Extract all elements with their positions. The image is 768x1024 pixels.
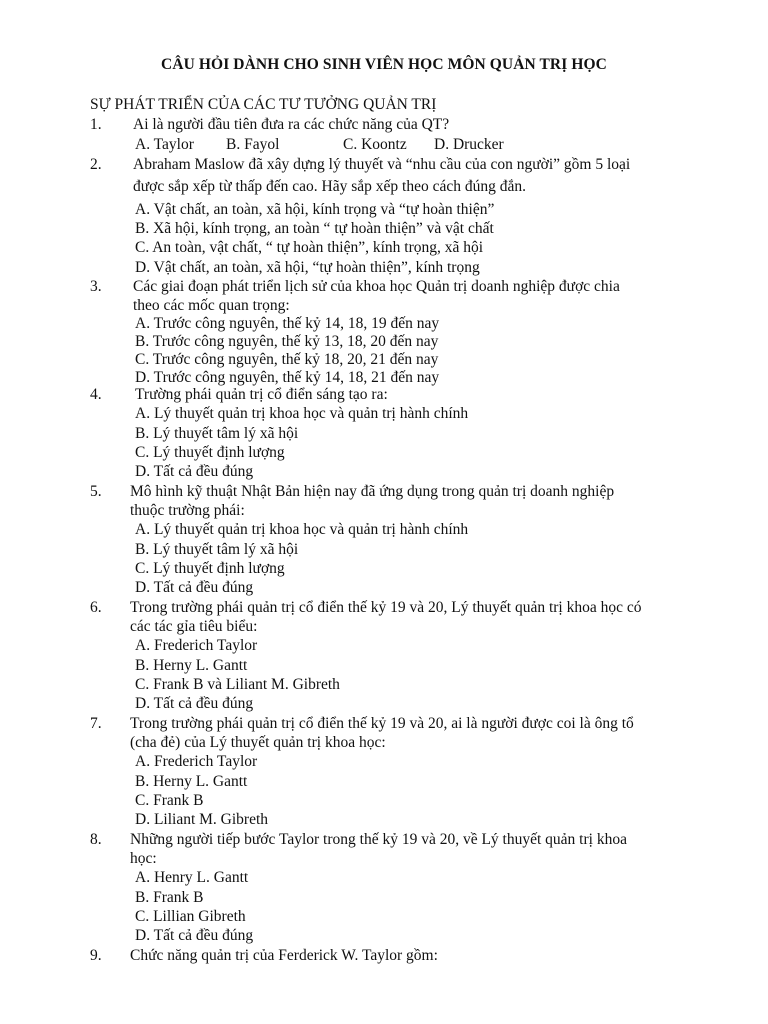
question-number: 3. <box>90 278 102 295</box>
question-text-line: Những người tiếp bước Taylor trong thế kỷ 19 và 20, về Lý thuyết quản trị khoa <box>130 831 627 848</box>
option-a: A. Taylor <box>135 136 194 153</box>
option-d: D. Tất cả đều đúng <box>135 463 254 480</box>
option-a: A. Henry L. Gantt <box>135 869 249 886</box>
question-text-line: Trong trường phái quản trị cổ điển thế kỷ 19 và 20, Lý thuyết quản trị khoa học có <box>130 599 642 616</box>
question-number: 1. <box>90 116 102 133</box>
option-c: C. Frank B và Liliant M. Gibreth <box>135 676 340 693</box>
question-number: 5. <box>90 483 102 500</box>
question-text: Ai là người đầu tiên đưa ra các chức năng của QT? <box>133 116 450 133</box>
question-text-line: (cha đẻ) của Lý thuyết quản trị khoa học: <box>130 734 386 751</box>
question-number: 6. <box>90 599 102 616</box>
option-a: A. Lý thuyết quản trị khoa học và quản trị hành chính <box>135 521 469 538</box>
option-d: D. Tất cả đều đúng <box>135 579 254 596</box>
option-c: C. Lý thuyết định lượng <box>135 560 285 577</box>
option-d: D. Drucker <box>434 136 504 153</box>
question-text-line: các tác gỉa tiêu biểu: <box>130 618 258 635</box>
question-text-line: Trong trường phái quản trị cổ điển thế kỷ 19 và 20, ai là người được coi là ông tổ <box>130 715 634 732</box>
option-c: C. Trước công nguyên, thế kỷ 18, 20, 21 đến nay <box>135 351 439 368</box>
option-b: B. Xã hội, kính trọng, an toàn “ tự hoàn thiện” và vật chất <box>135 220 494 237</box>
question-number: 4. <box>90 386 102 403</box>
section-heading: SỰ PHÁT TRIỂN CỦA CÁC TƯ TƯỞNG QUẢN TRỊ <box>90 96 437 113</box>
option-a: A. Frederich Taylor <box>135 637 258 654</box>
option-d: D. Tất cả đều đúng <box>135 695 254 712</box>
option-c: C. Lillian Gibreth <box>135 908 246 925</box>
question-text-line: được sắp xếp từ thấp đến cao. Hãy sắp xếp theo cách đúng đắn. <box>133 178 526 195</box>
question-number: 2. <box>90 156 102 173</box>
option-b: B. Lý thuyết tâm lý xã hội <box>135 541 299 558</box>
option-b: B. Herny L. Gantt <box>135 773 248 790</box>
question-number: 7. <box>90 715 102 732</box>
option-b: B. Lý thuyết tâm lý xã hội <box>135 425 299 442</box>
option-d: D. Trước công nguyên, thế kỷ 14, 18, 21 đến nay <box>135 369 440 386</box>
question-text-line: thuộc trường phái: <box>130 502 245 519</box>
option-a: A. Trước công nguyên, thế kỷ 14, 18, 19 đến nay <box>135 315 440 332</box>
option-c: C. Lý thuyết định lượng <box>135 444 285 461</box>
option-row <box>135 135 504 154</box>
option-b: B. Herny L. Gantt <box>135 657 248 674</box>
option-d: D. Vật chất, an toàn, xã hội, “tự hoàn thiện”, kính trọng <box>135 259 480 276</box>
option-b: B. Frank B <box>135 889 204 906</box>
document-title: CÂU HỎI DÀNH CHO SINH VIÊN HỌC MÔN QUẢN TRỊ HỌC <box>161 56 607 73</box>
question-text-line: Các giai đoạn phát triển lịch sử của khoa học Quản trị doanh nghiệp được chia <box>133 278 620 295</box>
option-d: D. Liliant M. Gibreth <box>135 811 269 828</box>
question-text: Chức năng quản trị của Ferderick W. Taylor gồm: <box>130 947 438 964</box>
question-text-line: Mô hình kỹ thuật Nhật Bản hiện nay đã ứng dụng trong quản trị doanh nghiệp <box>130 483 615 500</box>
option-b: B. Trước công nguyên, thế kỷ 13, 18, 20 đến nay <box>135 333 439 350</box>
question-text-line: học: <box>130 850 157 867</box>
question-text-line: theo các mốc quan trọng: <box>133 297 290 314</box>
option-c: C. Frank B <box>135 792 204 809</box>
question-text-line: Abraham Maslow đã xây dựng lý thuyết và “nhu cầu của con người” gồm 5 loại <box>133 156 631 173</box>
option-d: D. Tất cả đều đúng <box>135 927 254 944</box>
question-text: Trường phái quản trị cổ điển sáng tạo ra: <box>135 386 388 403</box>
option-a: A. Lý thuyết quản trị khoa học và quản trị hành chính <box>135 405 469 422</box>
option-c: C. Koontz <box>343 136 407 153</box>
question-number: 9. <box>90 947 102 964</box>
option-a: A. Frederich Taylor <box>135 753 258 770</box>
option-b: B. Fayol <box>226 136 280 153</box>
option-a: A. Vật chất, an toàn, xã hội, kính trọng và “tự hoàn thiện” <box>135 201 495 218</box>
option-c: C. An toàn, vật chất, “ tự hoàn thiện”, kính trọng, xã hội <box>135 239 484 256</box>
question-number: 8. <box>90 831 102 848</box>
